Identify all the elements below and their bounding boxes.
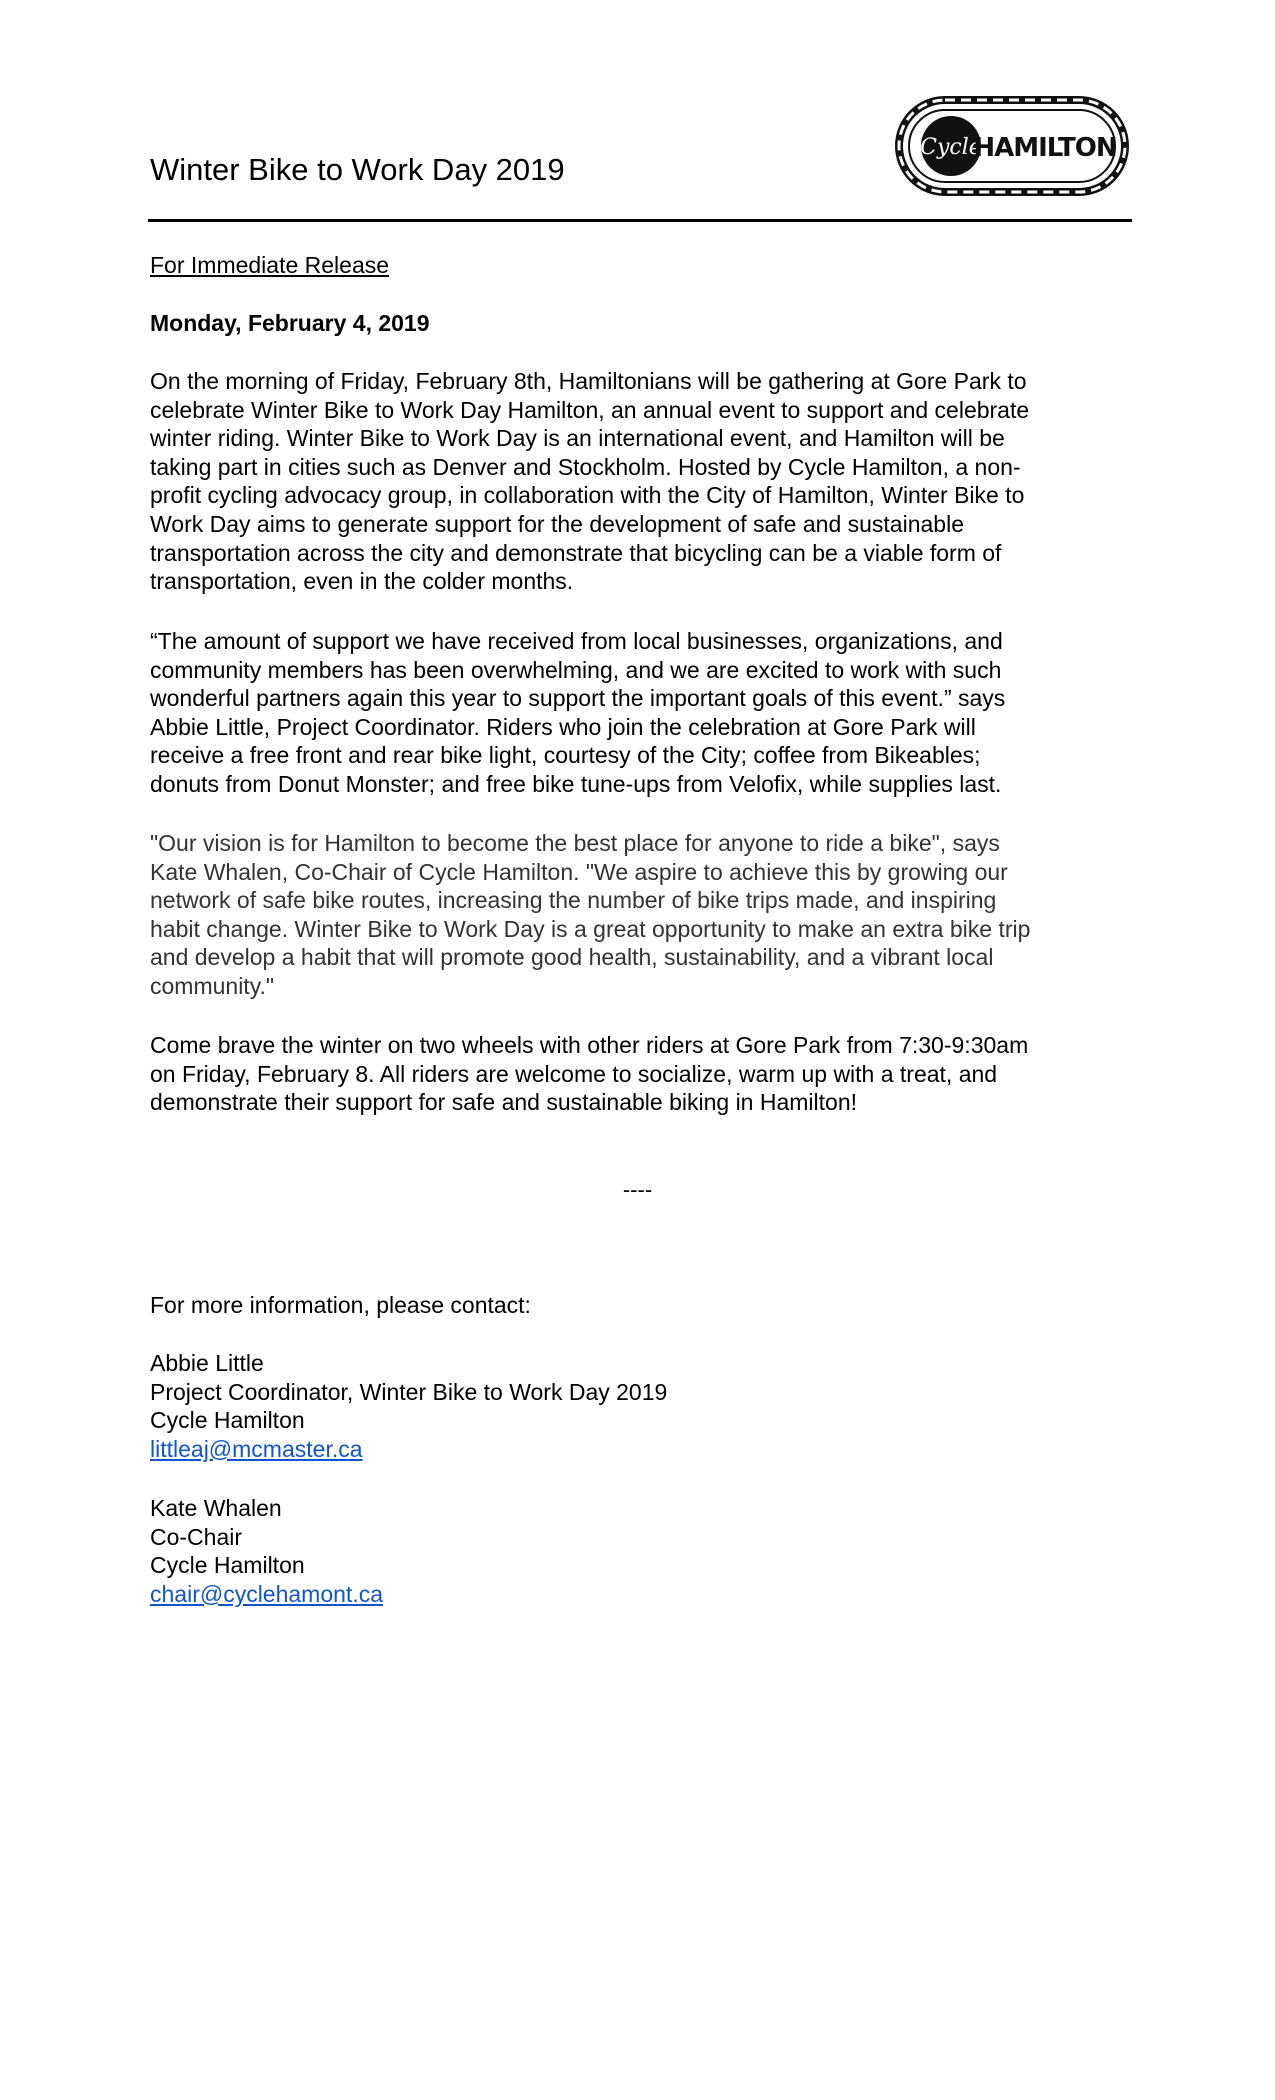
- paragraph-line: and develop a habit that will promote good health, sustainability, and a vibrant local: [150, 944, 994, 971]
- contact-name: Kate Whalen: [150, 1495, 282, 1521]
- contact-email-link[interactable]: littleaj@mcmaster.ca: [150, 1435, 363, 1462]
- paragraph-quote-coordinator: [150, 627, 1140, 799]
- release-date: Monday, February 4, 2019: [150, 310, 430, 336]
- paragraph-line: celebrate Winter Bike to Work Day Hamilton, an annual event to support and celebrate: [150, 396, 1030, 423]
- contact-organization: Cycle Hamilton: [150, 1552, 305, 1579]
- paragraph-intro: [150, 367, 1140, 596]
- paragraph-line: “The amount of support we have received from local businesses, organizations, and: [150, 628, 1003, 654]
- paragraph-line: Work Day aims to generate support for the development of safe and sustainable: [150, 510, 964, 537]
- document-title: Winter Bike to Work Day 2019: [150, 152, 565, 187]
- paragraph-line: community members has been overwhelming, and we are excited to work with such: [150, 656, 1002, 683]
- contact-organization: Cycle Hamilton: [150, 1407, 305, 1434]
- contact-role: Project Coordinator, Winter Bike to Work Day 2019: [150, 1378, 668, 1405]
- paragraph-call-to-action: [150, 1031, 1140, 1117]
- contact-intro: For more information, please contact:: [150, 1292, 531, 1318]
- paragraph-line: Abbie Little, Project Coordinator. Riders who join the celebration at Gore Park will: [150, 713, 976, 740]
- contact-role: Co-Chair: [150, 1523, 243, 1550]
- release-label: For Immediate Release: [150, 252, 390, 278]
- cycle-hamilton-logo: [893, 92, 1131, 200]
- logo-word-hamilton: HAMILTON: [973, 133, 1117, 163]
- paragraph-line: donuts from Donut Monster; and free bike tune-ups from Velofix, while supplies last.: [150, 770, 1002, 797]
- paragraph-line: Come brave the winter on two wheels with other riders at Gore Park from 7:30-9:30am: [150, 1032, 1029, 1058]
- paragraph-line: community.": [150, 972, 275, 999]
- paragraph-line: "Our vision is for Hamilton to become the best place for anyone to ride a bike", says: [150, 830, 1000, 856]
- paragraph-line: Kate Whalen, Co-Chair of Cycle Hamilton. "We aspire to achieve this by growing our: [150, 858, 1008, 885]
- paragraph-line: on Friday, February 8. All riders are welcome to socialize, warm up with a treat, and: [150, 1060, 998, 1087]
- contact-email-link[interactable]: chair@cyclehamont.ca: [150, 1580, 383, 1607]
- paragraph-line: transportation across the city and demonstrate that bicycling can be a viable form of: [150, 539, 1002, 566]
- paragraph-line: demonstrate their support for safe and sustainable biking in Hamilton!: [150, 1089, 858, 1116]
- paragraph-line: receive a free front and rear bike light, courtesy of the City; coffee from Bikeables;: [150, 742, 981, 769]
- contact-card: [150, 1349, 667, 1463]
- contact-name: Abbie Little: [150, 1350, 264, 1376]
- paragraph-line: On the morning of Friday, February 8th, Hamiltonians will be gathering at Gore Park to: [150, 368, 1027, 394]
- paragraph-quote-chair: [150, 829, 1140, 1001]
- paragraph-line: network of safe bike routes, increasing the number of bike trips made, and inspiring: [150, 887, 997, 914]
- paragraph-line: profit cycling advocacy group, in collaboration with the City of Hamilton, Winter Bike to: [150, 482, 1025, 509]
- paragraph-line: transportation, even in the colder months.: [150, 568, 574, 595]
- paragraph-line: habit change. Winter Bike to Work Day is a great opportunity to make an extra bike trip: [150, 915, 1031, 942]
- logo-word-cycle: Cycle: [920, 135, 982, 160]
- header-divider: [148, 219, 1132, 222]
- contact-card: [150, 1494, 383, 1608]
- paragraph-line: taking part in cities such as Denver and Stockholm. Hosted by Cycle Hamilton, a non-: [150, 453, 1021, 480]
- section-separator: ----: [622, 1177, 653, 1202]
- paragraph-line: winter riding. Winter Bike to Work Day is an international event, and Hamilton will be: [150, 425, 1005, 452]
- paragraph-line: wonderful partners again this year to support the important goals of this event.” says: [150, 685, 1006, 712]
